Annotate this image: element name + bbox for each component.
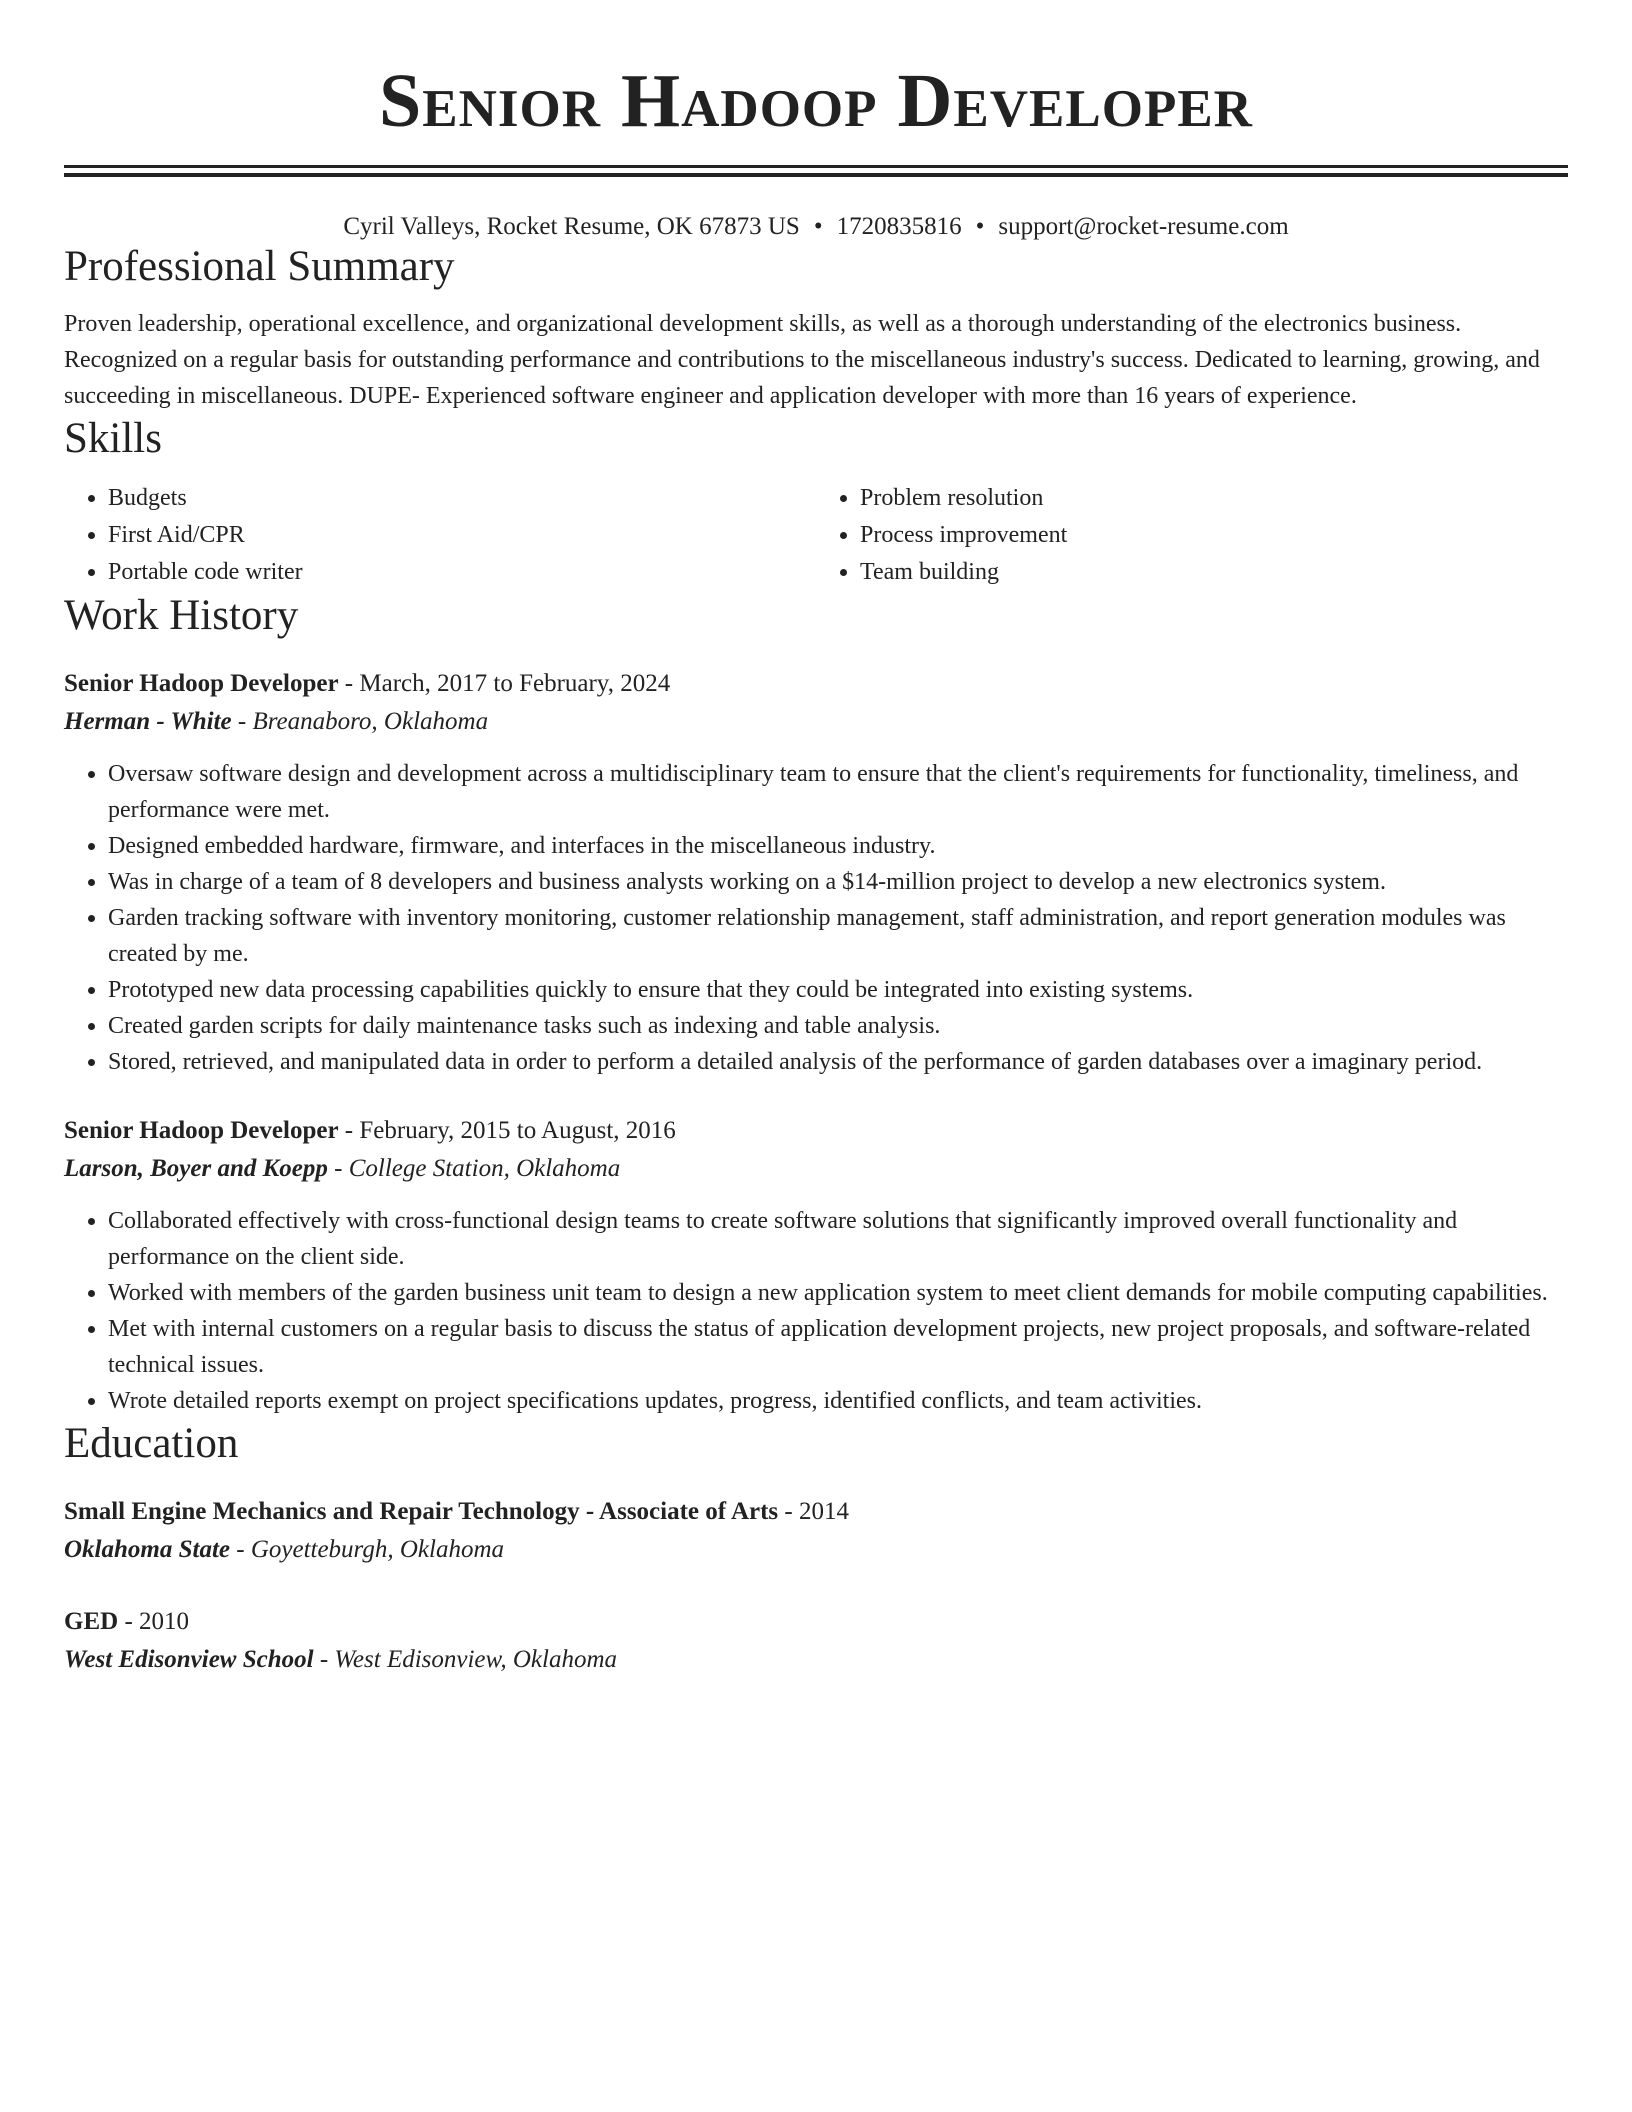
education-school: West Edisonview School — [64, 1646, 314, 1673]
education-degree-line — [64, 1493, 1568, 1531]
job-company-line — [64, 703, 1568, 741]
job-dates: - February, 2015 to August, 2016 — [338, 1117, 676, 1144]
job-bullet: • Was in charge of a team of 8 developers and business analysts working on a $14-million project to develop a new electronics system. — [108, 864, 1568, 900]
header-divider-bottom — [64, 173, 1568, 177]
skills-heading: Skills — [64, 415, 162, 462]
skill-item: • Portable code writer — [108, 554, 816, 591]
job-location: - College Station, Oklahoma — [327, 1155, 621, 1182]
skills-column-right — [816, 480, 1568, 591]
job-bullet: • Created garden scripts for daily maintenance tasks such as indexing and table analysis. — [108, 1008, 1568, 1044]
contact-email: support@rocket-resume.com — [998, 213, 1289, 240]
education-school-line — [64, 1641, 1568, 1679]
education-school-line — [64, 1531, 1568, 1569]
job-bullet: • Designed embedded hardware, firmware, and interfaces in the miscellaneous industry. — [108, 828, 1568, 864]
summary-text: Proven leadership, operational excellence, and organizational development skills, as well as a thorough understanding of the electronics business. Recognized on a regular basis for outstanding performance and contributions to the miscellaneous industry's success. Dedicated to learning, growing, and succeeding in miscellaneous. DUPE- Experienced software engineer and application developer with more than 16 years of experience. — [64, 311, 1540, 409]
education-degree: GED — [64, 1608, 119, 1635]
contact-address: Cyril Valleys, Rocket Resume, OK 67873 US — [343, 213, 800, 240]
job-location: - Breanaboro, Oklahoma — [231, 708, 489, 735]
education-degree: Small Engine Mechanics and Repair Technology - Associate of Arts — [64, 1498, 779, 1525]
education-location: - West Edisonview, Oklahoma — [313, 1646, 617, 1673]
contact-separator: • — [975, 213, 985, 240]
contact-phone: 1720835816 — [836, 213, 962, 240]
job-bullet: • Oversaw software design and development across a multidisciplinary team to ensure that the client's requirements for functionality, timeliness, and performance were met. — [108, 756, 1568, 828]
education-school: Oklahoma State — [64, 1536, 230, 1563]
job-bullet: • Wrote detailed reports exempt on project specifications updates, progress, identified conflicts, and team activities. — [108, 1383, 1568, 1419]
resume-name: Senior Hadoop Developer — [379, 59, 1253, 143]
job-entry — [64, 1112, 1568, 1419]
skills-column-left — [64, 480, 816, 591]
summary-heading: Professional Summary — [64, 243, 455, 290]
contact-separator: • — [813, 213, 823, 240]
work-history-heading: Work History — [64, 592, 299, 639]
job-bullets — [64, 1203, 1568, 1419]
header-divider-top — [64, 165, 1568, 168]
skill-item: • Process improvement — [860, 517, 1568, 554]
skill-item: • Team building — [860, 554, 1568, 591]
job-company: Larson, Boyer and Koepp — [64, 1155, 328, 1182]
education-entry — [64, 1603, 1568, 1679]
job-title-line — [64, 665, 1568, 703]
job-bullets — [64, 756, 1568, 1080]
job-bullet: • Met with internal customers on a regular basis to discuss the status of application development projects, new project proposals, and software-related technical issues. — [108, 1311, 1568, 1383]
skill-item: • Problem resolution — [860, 480, 1568, 517]
skills-list — [64, 480, 1568, 591]
job-title-line — [64, 1112, 1568, 1150]
job-bullet: • Collaborated effectively with cross-functional design teams to create software solutions that significantly improved overall functionality and performance on the client side. — [108, 1203, 1568, 1275]
job-dates: - March, 2017 to February, 2024 — [338, 670, 671, 697]
education-entry — [64, 1493, 1568, 1569]
job-bullet: • Stored, retrieved, and manipulated data in order to perform a detailed analysis of the performance of garden databases over a imaginary period. — [108, 1044, 1568, 1080]
job-company: Herman - White — [64, 708, 232, 735]
education-year: - 2010 — [118, 1608, 190, 1635]
job-entry — [64, 665, 1568, 1080]
job-bullet: • Garden tracking software with inventory monitoring, customer relationship management, staff administration, and report generation modules was created by me. — [108, 900, 1568, 972]
education-location: - Goyetteburgh, Oklahoma — [230, 1536, 505, 1563]
job-title: Senior Hadoop Developer — [64, 670, 339, 697]
education-heading: Education — [64, 1420, 239, 1467]
job-company-line — [64, 1150, 1568, 1188]
job-bullet: • Worked with members of the garden business unit team to design a new application system to meet client demands for mobile computing capabilities. — [108, 1275, 1568, 1311]
contact-line — [64, 212, 1568, 242]
skill-item: • First Aid/CPR — [108, 517, 816, 554]
education-degree-line — [64, 1603, 1568, 1641]
education-year: - 2014 — [778, 1498, 849, 1525]
job-bullet: • Prototyped new data processing capabilities quickly to ensure that they could be integrated into existing systems. — [108, 972, 1568, 1008]
skill-item: • Budgets — [108, 480, 816, 517]
job-title: Senior Hadoop Developer — [64, 1117, 339, 1144]
